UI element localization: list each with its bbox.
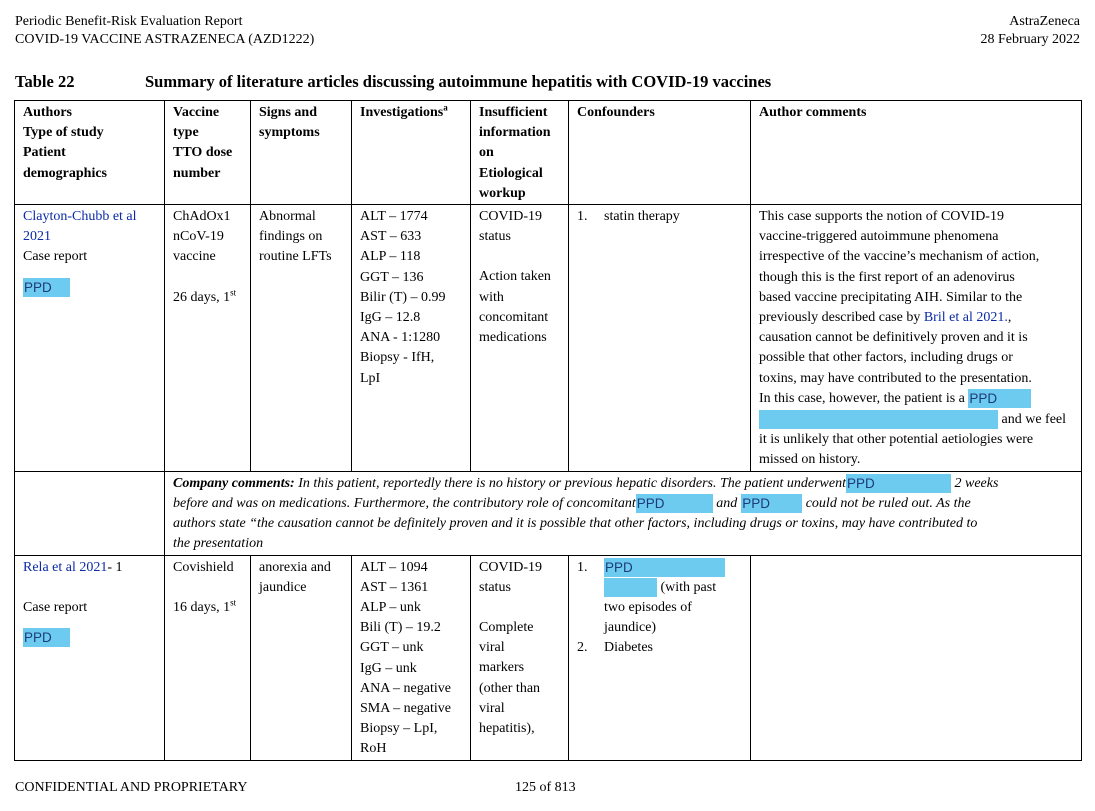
redaction-box: PPD [636,494,713,513]
report-header-left [15,13,314,49]
study-type: Case report [23,249,88,265]
tto-dose: 16 days, 1st [173,597,237,615]
row2-authors: Rela et al 2021- 1 Case report PPD [15,555,165,760]
report-title: Periodic Benefit-Risk Evaluation Report [15,14,243,29]
redaction-box: PPD [604,558,725,577]
row1-authors [15,205,165,472]
confidentiality-footer: CONFIDENTIAL AND PROPRIETARY [15,780,248,795]
row2-signs: anorexia and jaundice [251,555,352,760]
tto-dose: 26 days, 1st [173,286,237,305]
col-header-signs: Signs and symptoms [251,101,352,205]
report-date: 28 February 2022 [980,32,1080,47]
redaction-box: PPD [741,494,802,513]
redaction-box: PPD [968,389,1031,408]
row1-confounders [569,205,751,472]
author-link[interactable]: Clayton-Chubb et al 2021 [23,209,137,245]
row1-vaccine: ChAdOx1 nCoV-19 vaccine 26 days, 1st [165,205,251,472]
row2-confounders [569,555,751,760]
col-header-comments: Author comments [751,101,1082,205]
col-header-vaccine: Vaccine type TTO dose number [165,101,251,205]
table-title: Summary of literature articles discussing autoimmune hepatitis with COVID-19 vaccines [145,72,772,91]
redaction-box: PPD [23,628,70,647]
col-header-insufficient: Insufficient information on Etiological workup [471,101,569,205]
row1-insufficient: COVID-19 status Action taken with concomitant medications [471,205,569,472]
list-item: 2. Diabetes [577,640,653,656]
table-row [15,555,1082,760]
product-title: COVID-19 VACCINE ASTRAZENECA (AZD1222) [15,32,315,47]
col-header-investigations: Investigations$^a$ [352,101,471,205]
reference-link[interactable]: Bril et al 2021. [923,310,1008,326]
table-header-row [15,101,1082,205]
row2-vaccine: Covishield 16 days, 1st [165,555,251,760]
row1-investigations: ALT – 1774 AST – 633 ALP – 118 GGT – 136 Bilir (T) – 0.99 IgG – 12.8 ANA - 1:1280 Biopsy - IfH, LpI [352,205,471,472]
row1-signs: Abnormal findings on routine LFTs [251,205,352,472]
company-comment-empty-cell [15,471,165,555]
report-header-right [980,13,1080,49]
study-type: Case report [23,599,88,615]
literature-table [14,100,1082,761]
list-item: 1. statin therapy [577,209,680,225]
redaction-box [604,578,657,597]
table-row [15,205,1082,472]
table-caption [15,72,771,92]
table-number: Table 22 [15,72,75,91]
redaction-box: PPD [846,474,951,493]
row2-insufficient: COVID-19 status Complete viral markers (other than viral hepatitis), [471,555,569,760]
list-item: 1. PPD (with past two episodes of jaundice) [577,558,744,639]
author-link[interactable]: Rela et al 2021 [23,559,108,575]
redaction-box: PPD [23,278,70,297]
company-comment-row [15,471,1082,555]
col-header-confounders: Confounders [569,101,751,205]
row1-comments: This case supports the notion of COVID-19 vaccine-triggered autoimmune phenomena irrespective of the vaccine’s mechanism of action, though this is the first report of an adenovirus based vaccine precipitating AIH. Similar to the previously described case by Bril et al 2021., causation cannot be definitively proven and it is possible that other factors, including drugs or toxins, may have contributed to the presentation. In this case, however, the patient is a PPD and we feel it is unlikely that other potential aetiologies were missed on history. [751,205,1082,472]
row2-investigations: ALT – 1094 AST – 1361 ALP – unk Bili (T) – 19.2 GGT – unk IgG – unk ANA – negative SMA – negative Biopsy – LpI, RoH [352,555,471,760]
redaction-box [759,410,998,429]
row2-comments [751,555,1082,760]
company-comment: Company comments: In this patient, reportedly there is no history or previous hepatic disorders. The patient underwentPPD 2 weeks before and was on medications. Furthermore, the contributory role of concomitantPPD and PPD could not be ruled out. As the authors state “the causation cannot be definitely proven and it is possible that other factors, including drugs or toxins, may have contributed to the presentation [165,471,1082,555]
company-name: AstraZeneca [1009,14,1080,29]
page-number: 125 of 813 [515,780,576,795]
col-header-authors: Authors Type of study Patient demographics [15,101,165,205]
